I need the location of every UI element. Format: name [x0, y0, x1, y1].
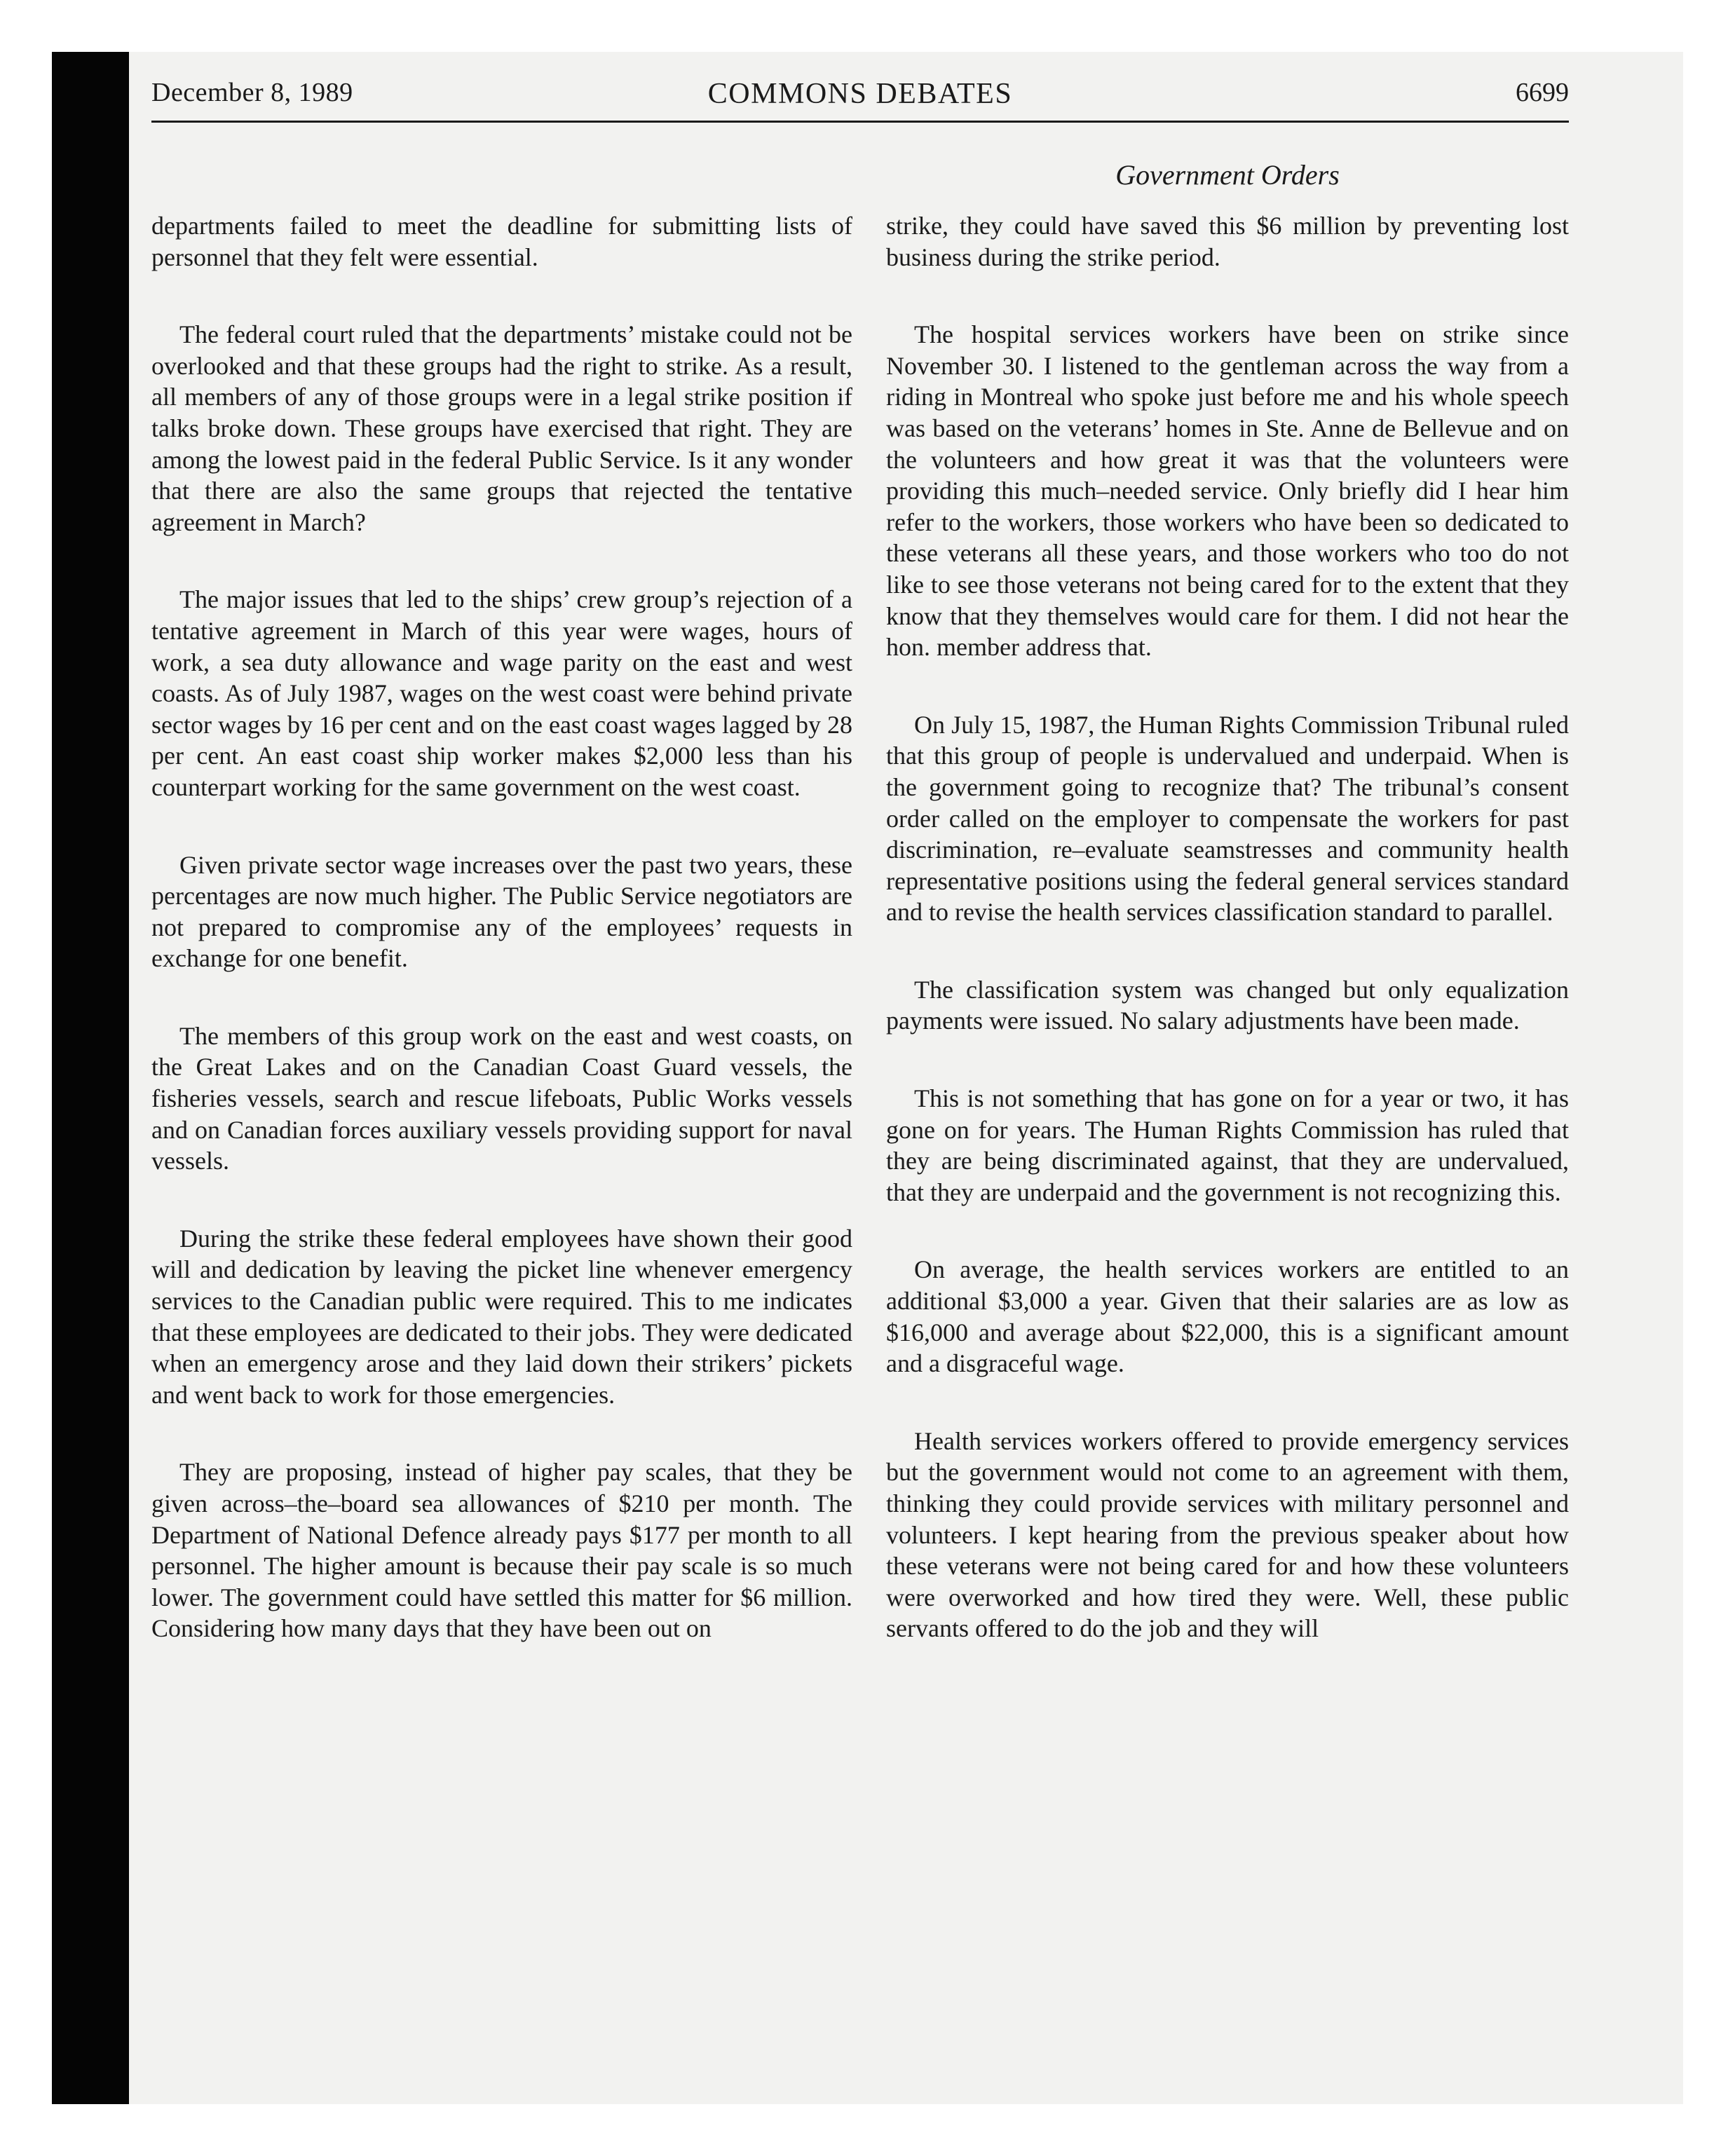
left-column: [151, 210, 852, 1644]
paragraph: The members of this group work on the east and west coasts, on the Great Lakes and on the Canadian Coast Guard vessels, the fisheries vessels, search and rescue lifeboats, Public Works vessels and on Canadian forces auxiliary vessels providing support for naval vessels.: [151, 1021, 852, 1175]
paragraph: They are proposing, instead of higher pay scales, that they be given across–the–board sea allowances of $210 per month. The Department of National Defence already pays $177 per month to all personnel. The higher amount is because their pay scale is so much lower. The government could have settled this matter for $6 million. Considering how many days that they have been out on: [151, 1458, 852, 1643]
paragraph: On average, the health services workers are entitled to an additional $3,000 a year. Given that their salaries are as low as $16,000 and average about $22,000, this is a significant amount and a disgraceful wage.: [886, 1255, 1569, 1378]
paragraph: Health services workers offered to provide emergency services but the government would not come to an agreement with them, thinking they could provide services with military personnel and volunteers. I kept hearing from the previous speaker about how these veterans were not being cared for and how these volunteers were overworked and how tired they were. Well, these public servants offered to do the job and they will: [886, 1426, 1569, 1643]
paragraph: strike, they could have saved this $6 million by preventing lost business during the strike period.: [886, 212, 1569, 271]
paragraph: The major issues that led to the ships’ crew group’s rejection of a tentative agreement in March of this year were wages, hours of work, a sea duty allowance and wage parity on the east and west coasts. As of July 1987, wages on the west coast were behind private sector wages by 16 per cent and on the east coast wages lagged by 28 per cent. An east coast ship worker makes $2,000 less than his counterpart working for the same government on the west coast.: [151, 585, 852, 801]
paragraph: Given private sector wage increases over the past two years, these percentages are now much higher. The Public Service negotiators are not prepared to compromise any of the employees’ requests in exchange for one benefit.: [151, 850, 852, 973]
paragraph: departments failed to meet the deadline for submitting lists of personnel that they felt were essential.: [151, 212, 852, 271]
header-page-number: 6699: [1516, 78, 1569, 107]
paragraph: On July 15, 1987, the Human Rights Commission Tribunal ruled that this group of people is undervalued and underpaid. When is the government going to recognize that? The tribunal’s consent order called on the employer to compensate the workers for past discrimination, re–evaluate seamstresses and community health representative positions using the federal general services standard and to revise the health services classification standard to parallel.: [886, 710, 1569, 927]
paragraph: The classification system was changed but only equalization payments were issued. No salary adjustments have been made.: [886, 975, 1569, 1035]
paragraph: The federal court ruled that the departments’ mistake could not be overlooked and that these groups had the right to strike. As a result, all members of any of those groups were in a legal strike position if talks broke down. These groups have exercised that right. They are among the lowest paid in the federal Public Service. Is it any wonder that there are also the same groups that rejected the tentative agreement in March?: [151, 320, 852, 536]
header-title: COMMONS DEBATES: [707, 78, 1013, 110]
right-column: [886, 210, 1569, 1644]
page-header: [151, 77, 1569, 121]
paragraph: During the strike these federal employees have shown their good will and dedication by leaving the picket line whenever emergency services to the Canadian public were required. This to me indicates that these employees are dedicated to their jobs. They were dedicated when an emergency arose and they laid down their strikers’ pickets and went back to work for those emergencies.: [151, 1224, 852, 1409]
header-date: December 8, 1989: [151, 78, 353, 107]
scan-edge-band: [52, 52, 129, 2104]
paragraph: The hospital services workers have been on strike since November 30. I listened to the gentleman across the way from a riding in Montreal who spoke just before me and his whole speech was based on the veterans’ homes in Ste. Anne de Bellevue and on the volunteers and how great it was that the volunteers were providing this much–needed service. Only briefly did I hear him refer to the workers, those workers who have been so dedicated to these veterans all these years, and those workers who too do not like to see those veterans not being cared for to the extent that they know that they themselves would care for them. I did not hear the hon. member address that.: [886, 320, 1569, 662]
header-rule: [151, 121, 1569, 123]
section-label: Government Orders: [1115, 159, 1340, 191]
paragraph: This is not something that has gone on for a year or two, it has gone on for years. The Human Rights Commission has ruled that they are being discriminated against, that they are undervalued, that they are underpaid and the government is not recognizing this.: [886, 1084, 1569, 1206]
